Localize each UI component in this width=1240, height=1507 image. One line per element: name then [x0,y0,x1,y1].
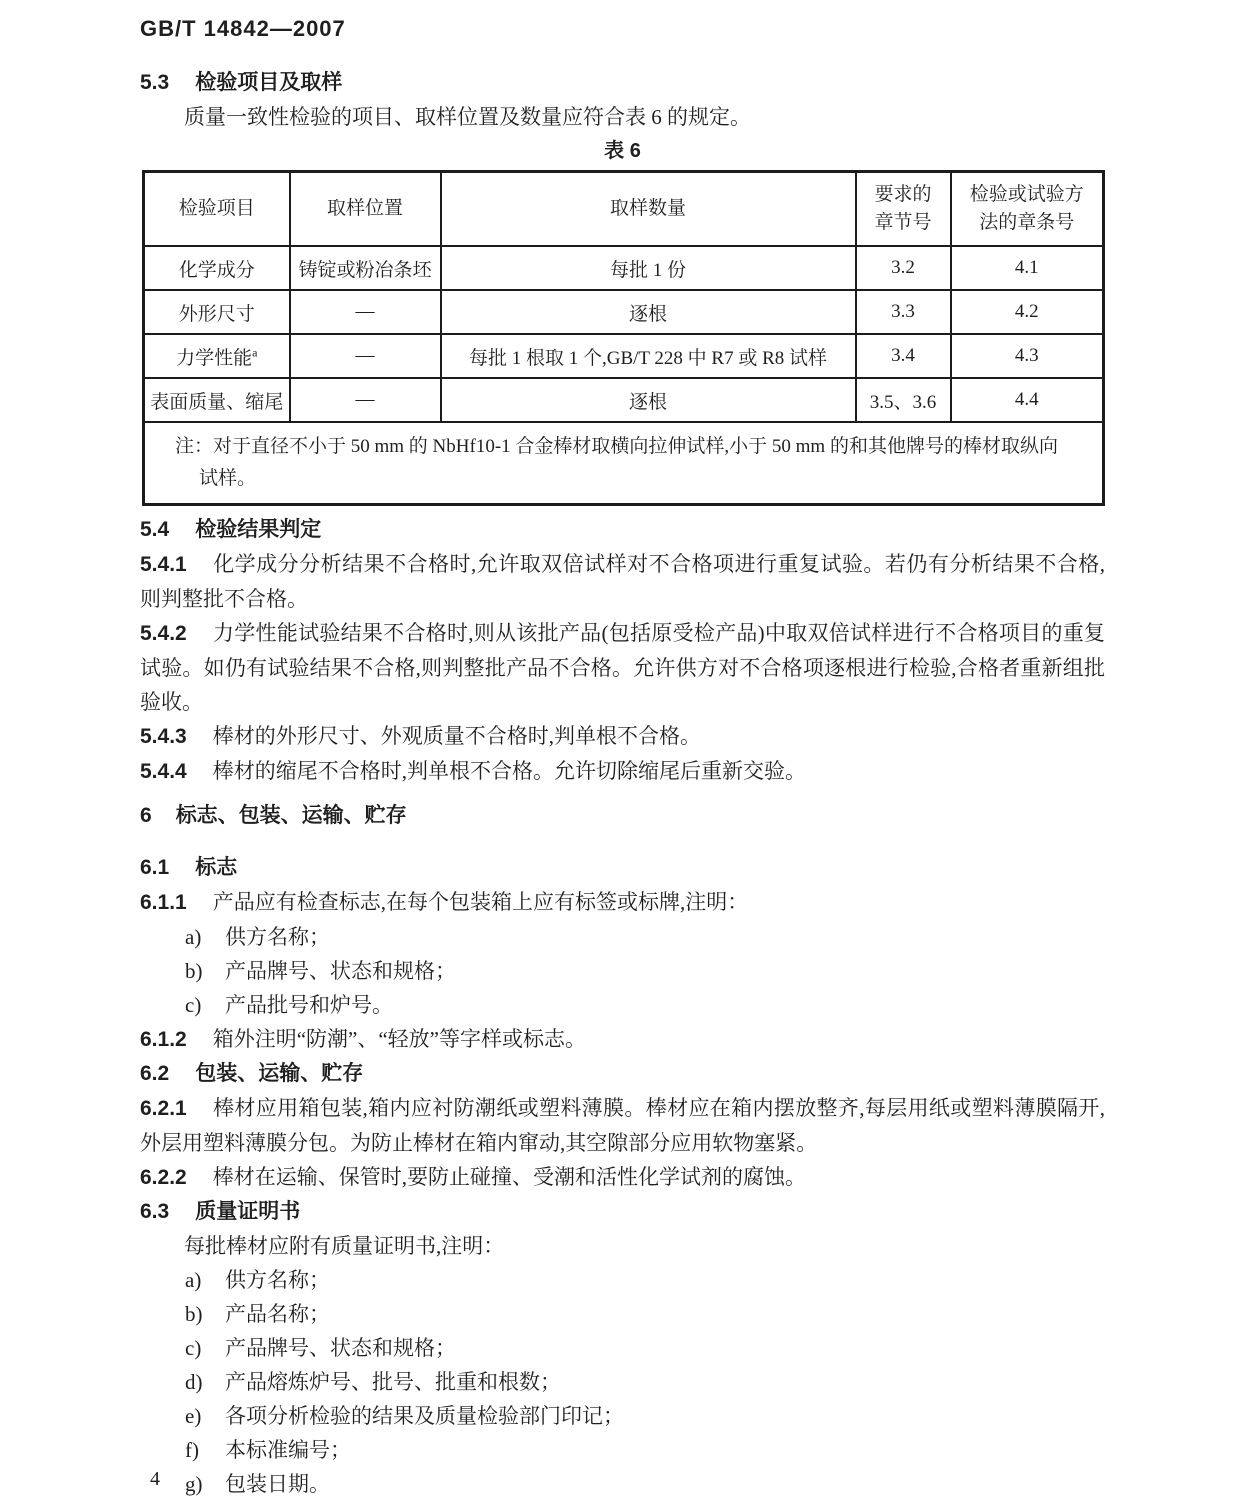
list-text: 供方名称； [225,1268,330,1292]
clause-6-2-1 [140,1091,1105,1160]
cell-requirement: 3.3 [856,290,951,334]
section-5-3-heading [140,66,1105,100]
col-header-requirement-clause [856,172,951,247]
list-text: 包装日期。 [225,1472,330,1496]
cell-method: 4.4 [951,378,1104,422]
cell-item-text: 力学性能 [176,347,253,369]
cell-quantity: 每批 1 份 [441,246,856,290]
cell-quantity: 逐根 [441,290,856,334]
section-6-2-title: 包装、运输、贮存 [195,1062,364,1085]
clause-6-1-2 [140,1022,1105,1057]
clause-text: 箱外注明“防潮”、“轻放”等字样或标志。 [212,1027,587,1051]
list-marker: d) [185,1370,203,1394]
section-6-2-number: 6.2 [140,1062,170,1085]
list-text: 产品名称； [225,1302,330,1326]
clause-number: 5.4.3 [140,725,187,748]
cell-requirement: 3.2 [856,246,951,290]
cell-position: 铸锭或粉冶条坯 [290,246,441,290]
clause-text: 力学性能试验结果不合格时,则从该批产品(包括原受检产品)中取双倍试样进行不合格项目的重复试验。如仍有试验结果不合格,则判整批产品不合格。允许供方对不合格项逐根进行检验,合格者重新组批验收。 [140,621,1105,714]
col-header-test-method-clause [951,172,1104,247]
list-marker: a) [185,925,202,949]
chapter-6-number: 6 [140,804,152,827]
footnote-marker: a [252,345,258,360]
header-line-2: 章节号 [874,212,932,233]
list-item [140,1365,1105,1399]
table-6-header-row [144,172,1104,247]
clause-number: 5.4.2 [140,622,187,645]
section-6-1-heading [140,851,1105,885]
header-line-1: 要求的 [874,184,932,205]
table-row [144,246,1104,290]
chapter-6-heading [140,799,1105,833]
list-marker: a) [185,1268,202,1292]
list-marker: c) [185,1336,202,1360]
clause-number: 5.4.4 [140,760,187,783]
section-5-3-intro: 质量一致性检验的项目、取样位置及数量应符合表 6 的规定。 [184,105,751,129]
list-text: 产品牌号、状态和规格； [225,1336,456,1360]
list-item [140,1399,1105,1433]
section-6-3-number: 6.3 [140,1200,170,1223]
clause-number: 6.1.1 [140,891,187,914]
list-item [140,1433,1105,1467]
section-6-3-heading [140,1195,1105,1229]
table-note-line-2: 试样。 [199,468,257,489]
list-marker: f) [185,1438,199,1462]
section-6-1-title: 标志 [195,856,238,879]
list-text: 产品牌号、状态和规格； [225,959,456,983]
cell-method: 4.2 [951,290,1104,334]
list-item [140,1263,1105,1297]
section-5-3-number: 5.3 [140,71,170,94]
section-6-1-number: 6.1 [140,856,170,879]
clause-5-4-4 [140,754,1105,789]
cell-requirement: 3.5、3.6 [856,378,951,422]
cell-method: 4.1 [951,246,1104,290]
section-5-4-title: 检验结果判定 [195,518,322,541]
clause-5-4-1 [140,547,1105,616]
table-note [144,422,1104,505]
clause-number: 5.4.1 [140,553,187,576]
clause-text: 产品应有检查标志,在每个包装箱上应有标签或标牌,注明： [212,890,749,914]
clause-text: 棒材的外形尺寸、外观质量不合格时,判单根不合格。 [212,724,701,748]
cell-item: 化学成分 [144,246,290,290]
col-header-sampling-position: 取样位置 [290,172,441,247]
cell-item: 外形尺寸 [144,290,290,334]
table-row [144,378,1104,422]
clause-number: 6.2.1 [140,1097,187,1120]
page-content [140,0,1105,1501]
cell-quantity: 每批 1 根取 1 个,GB/T 228 中 R7 或 R8 试样 [441,334,856,378]
clause-number: 6.2.2 [140,1166,187,1189]
table-note-row [144,422,1104,505]
section-6-3-intro: 每批棒材应附有质量证明书,注明： [184,1234,505,1258]
cell-method: 4.3 [951,334,1104,378]
header-line-1: 检验或试验方 [969,184,1084,205]
table-row [144,290,1104,334]
col-header-sampling-quantity: 取样数量 [441,172,856,247]
list-marker: g) [185,1472,203,1496]
list-text: 产品熔炼炉号、批号、批重和根数； [225,1370,561,1394]
clause-5-4-2 [140,616,1105,719]
clause-6-2-2 [140,1160,1105,1195]
doc-number: GB/T 14842—2007 [140,16,346,41]
list-item [140,1331,1105,1365]
section-6-3-title: 质量证明书 [195,1200,301,1223]
list-text: 产品批号和炉号。 [225,993,393,1017]
list-item [140,920,1105,954]
table-6 [142,170,1105,506]
clause-text: 棒材应用箱包装,箱内应衬防潮纸或塑料薄膜。棒材应在箱内摆放整齐,每层用纸或塑料薄膜隔开,外层用塑料薄膜分包。为防止棒材在箱内窜动,其空隙部分应用软物塞紧。 [140,1096,1105,1155]
list-marker: e) [185,1404,202,1428]
cell-position: — [290,290,441,334]
list-text: 本标准编号； [225,1438,351,1462]
table-row [144,334,1104,378]
cell-quantity: 逐根 [441,378,856,422]
section-5-4-number: 5.4 [140,518,170,541]
list-text: 供方名称； [225,925,330,949]
col-header-inspection-item: 检验项目 [144,172,290,247]
list-item [140,1467,1105,1501]
clause-text: 棒材在运输、保管时,要防止碰撞、受潮和活性化学试剂的腐蚀。 [212,1165,806,1189]
chapter-6-title: 标志、包装、运输、贮存 [175,804,407,827]
cell-position: — [290,378,441,422]
clause-number: 6.1.2 [140,1028,187,1051]
cell-item: 表面质量、缩尾 [144,378,290,422]
list-marker: c) [185,993,202,1017]
clause-text: 棒材的缩尾不合格时,判单根不合格。允许切除缩尾后重新交验。 [212,759,806,783]
section-6-2-heading [140,1057,1105,1091]
list-item [140,1297,1105,1331]
table-note-line-1: 注：对于直径不小于 50 mm 的 NbHf10-1 合金棒材取横向拉伸试样,小于 50 mm 的和其他牌号的棒材取纵向 [175,436,1058,457]
cell-requirement: 3.4 [856,334,951,378]
clause-text: 化学成分分析结果不合格时,允许取双倍试样对不合格项进行重复试验。若仍有分析结果不合格,则判整批不合格。 [140,552,1105,611]
section-5-3-title: 检验项目及取样 [195,71,343,94]
header-line-2: 法的章条号 [979,212,1075,233]
clause-6-1-1 [140,885,1105,920]
page-number: 4 [150,1468,160,1490]
table-6-caption: 表 6 [604,140,641,162]
list-text: 各项分析检验的结果及质量检验部门印记； [225,1404,624,1428]
clause-5-4-3 [140,719,1105,754]
list-item [140,954,1105,988]
list-marker: b) [185,959,203,983]
list-marker: b) [185,1302,203,1326]
section-5-4-heading [140,513,1105,547]
list-item [140,988,1105,1022]
cell-item [144,334,290,378]
cell-position: — [290,334,441,378]
